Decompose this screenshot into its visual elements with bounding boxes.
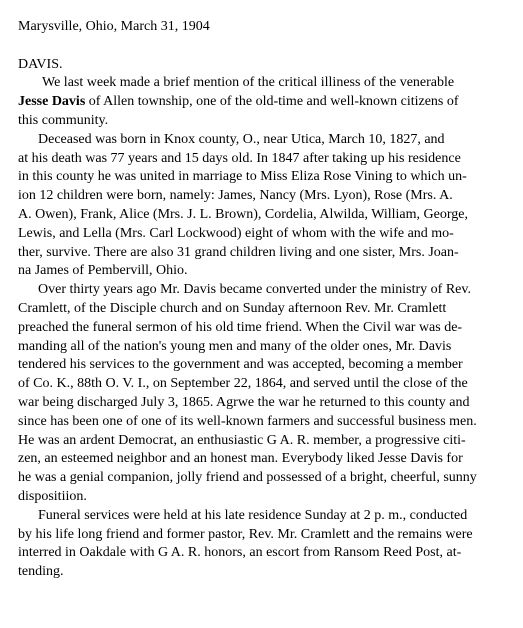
paragraph-2-line: Lewis, and Lella (Mrs. Carl Lockwood) eight of whom with the wife and mo- [18,225,454,241]
paragraph-3 [18,281,518,507]
paragraph-3-line: Cramlett, of the Disciple church and on Sunday afternoon Rev. Mr. Cramlett [18,300,447,316]
paragraph-2 [18,131,518,281]
paragraph-2-line: na James of Pembervill, Ohio. [18,263,188,279]
paragraph-1-line [18,93,518,112]
paragraph-4-line: tending. [18,564,64,580]
paragraph-3-line: dispositiion. [18,488,87,504]
paragraph-3-line: manding all of the nation's young men and many of the older ones, Mr. Davis [18,338,452,354]
paragraph-4-line: by his life long friend and former pastor, Rev. Mr. Cramlett and the remains were [18,526,473,542]
paragraph-4-line: Funeral services were held at his late residence Sunday at 2 p. m., conducted [38,507,468,523]
paragraph-2-line: in this county he was united in marriage to Miss Eliza Rose Vining to which un- [18,169,467,185]
paragraph-2-line: ion 12 children were born, namely: James, Nancy (Mrs. Lyon), Rose (Mrs. A. [18,188,453,204]
article-heading: DAVIS. [18,56,63,72]
paragraph-3-line: Over thirty years ago Mr. Davis became converted under the ministry of Rev. [38,282,471,298]
paragraph-4 [18,507,518,582]
paragraph-3-line: He was an ardent Democrat, an enthusiastic G A. R. member, a progressive citi- [18,432,466,448]
paragraph-2-line: ther, survive. There are also 31 grand children living and one sister, Mrs. Joan- [18,244,459,260]
paragraph-1 [18,74,518,130]
paragraph-3-line: zen, an esteemed neighbor and an honest man. Everybody liked Jesse Davis for [18,451,463,467]
paragraph-1-line-rest: of Allen township, one of the old-time and well-known citizens of [85,94,459,110]
paragraph-2-line: at his death was 77 years and 15 days old. In 1847 after taking up his residence [18,150,461,166]
paragraph-1-line: We last week made a brief mention of the critical illiness of the venerable [42,75,455,91]
blank-line [18,37,518,56]
paragraph-3-line: of Co. K., 88th O. V. I., on September 22, 1864, and served until the close of the [18,376,468,392]
paragraph-3-line: tendered his services to the government and was accepted, becoming a member [18,357,463,373]
paragraph-3-line: he was a genial companion, jolly friend and possessed of a bright, cheerful, sunny [18,470,477,486]
paragraph-2-line: A. Owen), Frank, Alice (Mrs. J. L. Brown), Cordelia, Alwilda, William, George, [18,206,468,222]
paragraph-4-line: interred in Oakdale with G A. R. honors, an escort from Ransom Reed Post, at- [18,545,462,561]
paragraph-3-line: since has been one of one of its well-known farmers and successful business men. [18,413,477,429]
document-page [18,18,518,582]
paragraph-1-line: this community. [18,112,109,128]
person-name: Jesse Davis [18,94,86,110]
paragraph-3-line: preached the funeral sermon of his old time friend. When the Civil war was de- [18,319,463,335]
dateline: Marysville, Ohio, March 31, 1904 [18,19,210,34]
paragraph-3-line: war being discharged July 3, 1865. Agrwe the war he returned to this county and [18,394,470,410]
paragraph-2-line: Deceased was born in Knox county, O., near Utica, March 10, 1827, and [38,131,445,147]
